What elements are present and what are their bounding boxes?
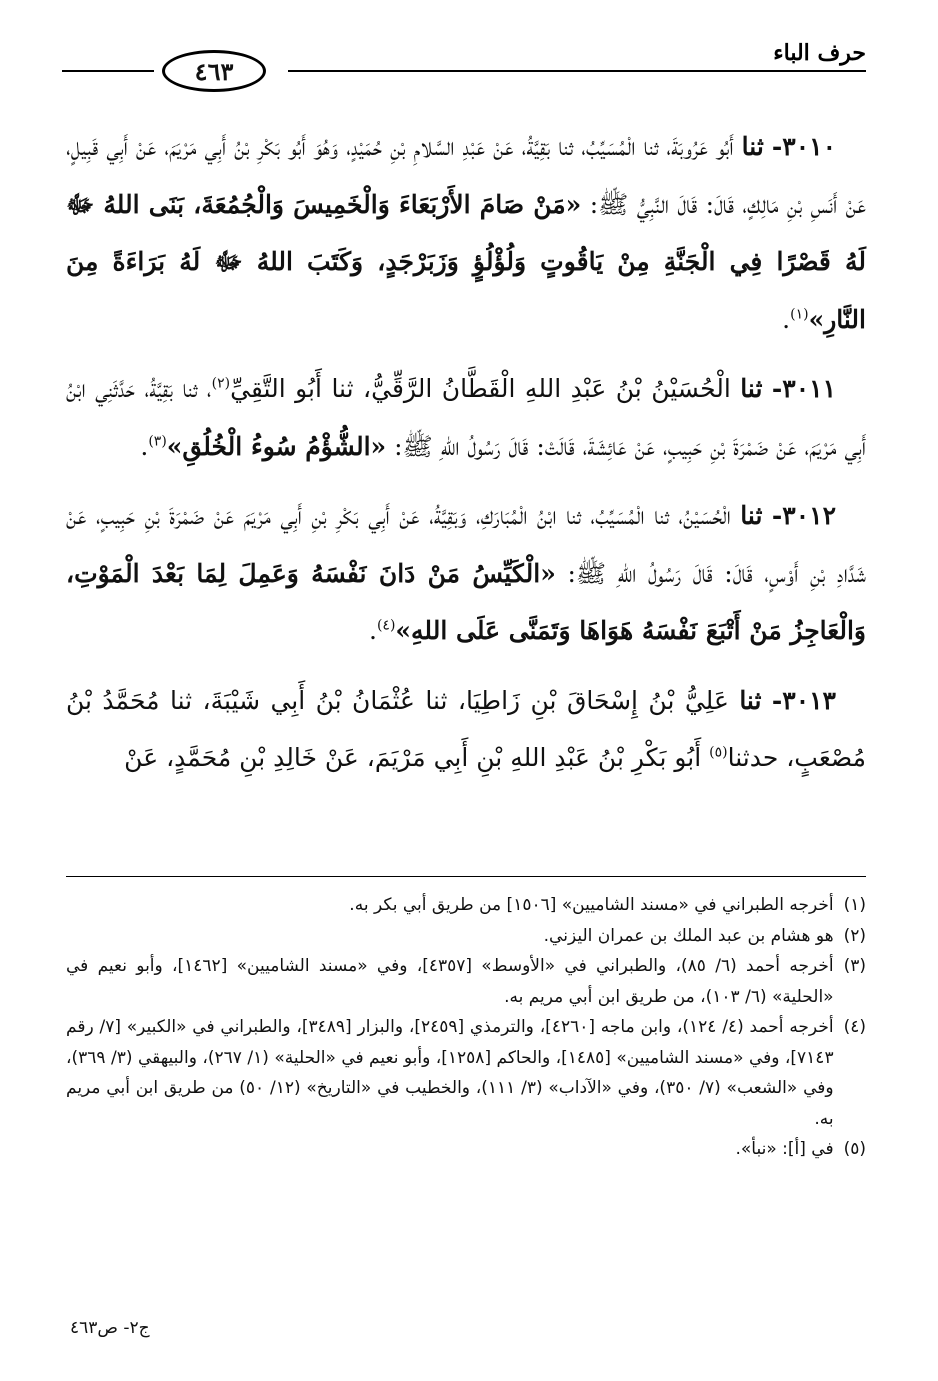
footnote-text: في [أ]: «نبأ». — [735, 1139, 834, 1159]
footnote-ref: (٤) — [376, 617, 396, 634]
footnote-text: أخرجه الطبراني في «مسند الشاميين» [١٥٠٦] من طريق أبي بكر به. — [349, 895, 834, 915]
footnote-text: أخرجه أحمد (٦/ ٨٥)، والطبراني في «الأوسط» [٤٣٥٧]، وفي «مسند الشاميين» [١٤٦٢]، وأبو نعيم في «الحلية» (٦/ ١٠٣)، من طريق ابن أبي مريم به. — [66, 956, 834, 1007]
footnote-text: أخرجه أحمد (٤/ ١٢٤)، وابن ماجه [٤٢٦٠]، والترمذي [٢٤٥٩]، والبزار [٣٤٨٩]، والطبراني في «الكبير» [٧/ رقم ٧١٤٣]، وفي «مسند الشاميين» [١٤٨٥]، والحاكم [١٢٥٨]، وأبو نعيم في «الحلية» (١/ ٢٦٧)، والبيهقي (٣/ ٣٦٩)، وفي «الشعب» (٧/ ٣٥٠)، وفي «الآداب» (٣/ ١١١)، والخطيب في «التاريخ» (١٢/ ٥٠) من طريق ابن أبي مريم به. — [66, 1017, 834, 1129]
footnote-3 — [66, 951, 866, 1012]
footnote-number: (٥) — [843, 1139, 866, 1159]
hadith-isnad: الْحُسَيْنُ، ثنا الْمُسَيِّبُ، ثنا ابْنُ الْمُبَارَكِ، وَبَقِيَّةُ، عَنْ أَبِي بَكْرِ بْنِ أَبِي مَرْيَمَ عَنْ ضَمْرَةَ بْنِ حَبِيبٍ، عَنْ شَدَّادِ بْنِ أَوْسٍ، قَالَ: قَالَ رَسُولُ اللهِ ﷺ: — [66, 501, 866, 588]
footnote-number: (٢) — [843, 925, 866, 946]
tha-word: ثنا — [739, 685, 762, 715]
tha-word: ثنا — [741, 132, 764, 161]
footnote-number: (١) — [843, 895, 866, 915]
footnote-ref: (٢) — [211, 375, 231, 392]
hadith-isnad: أَبُو عَرُوبَةَ، ثنا الْمُسَيِّبُ، ثنا بَقِيَّةُ، عَنْ عَبْدِ السَّلامِ بْنِ حُمَيْدٍ، وَهُوَ أَبُو بَكْرِ بْنُ أَبِي مَرْيَمَ، عَنْ أَبِي قَبِيلٍ، عَنْ أَنَسِ بْنِ مَالِكٍ، قَالَ: قَالَ النَّبِيُّ ﷺ: — [66, 132, 867, 219]
hadith-matn: «الشُّؤْمُ سُوءُ الْخُلُقِ» — [166, 431, 387, 461]
footnote-4 — [66, 1012, 866, 1134]
hadith-isnad-cont: ، ثنا بَقِيَّةُ، حَدَّثَنِي ابْنُ أَبِي مَرْيَمَ، عَنْ ضَمْرَةَ بْنِ حَبِيبٍ، عَنْ عَائِشَةَ، قَالَتْ: قَالَ رَسُولُ اللهِ ﷺ: — [66, 374, 866, 461]
footnote-1 — [66, 890, 866, 921]
hadith-3010 — [66, 118, 866, 348]
footnote-number: (٤) — [843, 1017, 866, 1037]
hadith-3011 — [66, 360, 866, 475]
page-header — [62, 38, 866, 98]
footnotes — [66, 890, 866, 1165]
hadith-3013 — [66, 672, 866, 787]
hadith-tail: . — [782, 304, 791, 334]
hadith-isnad-cont: أَبُو بَكْرِ بْنُ عَبْدِ اللهِ بْنِ أَبِي مَرْيَمَ، عَنْ خَالِدِ بْنِ مُحَمَّدٍ، عَنْ — [124, 743, 710, 772]
header-rule-left — [62, 70, 154, 72]
hadith-number: ٣٠١٢- — [771, 501, 836, 530]
footnote-text: هو هشام بن عبد الملك بن عمران اليزني. — [543, 925, 834, 946]
hadith-number: ٣٠١٠- — [771, 132, 836, 161]
hadith-tail: . — [368, 616, 377, 645]
hadith-3012 — [66, 487, 866, 660]
hadith-tail: . — [140, 431, 149, 461]
footnote-2 — [66, 921, 866, 952]
hadith-isnad: عَلِيُّ بْنُ إِسْحَاقَ بْنِ زَاطِيَا، ثنا عُثْمَانُ بْنُ أَبِي شَيْبَةَ، ثنا مُحَمَّدُ بْنُ مُصْعَبٍ، حدثنا — [66, 685, 866, 772]
footnote-number: (٣) — [843, 956, 866, 976]
page-number: ٤٦٣ — [194, 56, 234, 86]
hadith-number: ٣٠١١- — [771, 374, 837, 403]
footnote-separator — [66, 876, 866, 877]
hadith-matn: «مَنْ صَامَ الأَرْبَعَاءَ وَالْخَمِيسَ وَالْجُمُعَةَ، بَنَى اللهُ ﷻ لَهُ قَصْرًا فِي الْجَنَّةِ مِنْ يَاقُوتٍ وَلُؤْلُؤٍ وَزَبَرْجَدٍ، وَكَتَبَ اللهُ ﷻ لَهُ بَرَاءَةً مِنَ النَّارِ» — [66, 189, 866, 334]
footnote-5 — [66, 1134, 866, 1165]
header-rule-right — [288, 70, 866, 72]
hadith-matn: «الْكَيِّسُ مَنْ دَانَ نَفْسَهُ وَعَمِلَ لِمَا بَعْدَ الْمَوْتِ، وَالْعَاجِزُ مَنْ أَتْبَعَ نَفْسَهُ هَوَاهَا وَتَمَنَّى عَلَى اللهِ» — [66, 558, 866, 645]
tha-word: ثنا — [740, 501, 763, 530]
footnote-ref: (٥) — [709, 744, 728, 761]
footnote-ref: (٣) — [148, 433, 167, 450]
hadith-number: ٣٠١٣- — [771, 685, 836, 715]
main-text — [66, 118, 866, 799]
tha-word: ثنا — [740, 374, 763, 403]
footnote-ref: (١) — [790, 306, 809, 323]
page-number-oval — [162, 50, 266, 92]
hadith-isnad: الْحُسَيْنُ بْنُ عَبْدِ اللهِ الْقَطَّانُ الرَّقِّيُّ، ثنا أَبُو التَّقِيِّ — [230, 374, 731, 403]
volume-page-reference: ج٢- ص٤٦٣ — [70, 1318, 150, 1338]
chapter-title: حرف الباء — [773, 40, 866, 66]
